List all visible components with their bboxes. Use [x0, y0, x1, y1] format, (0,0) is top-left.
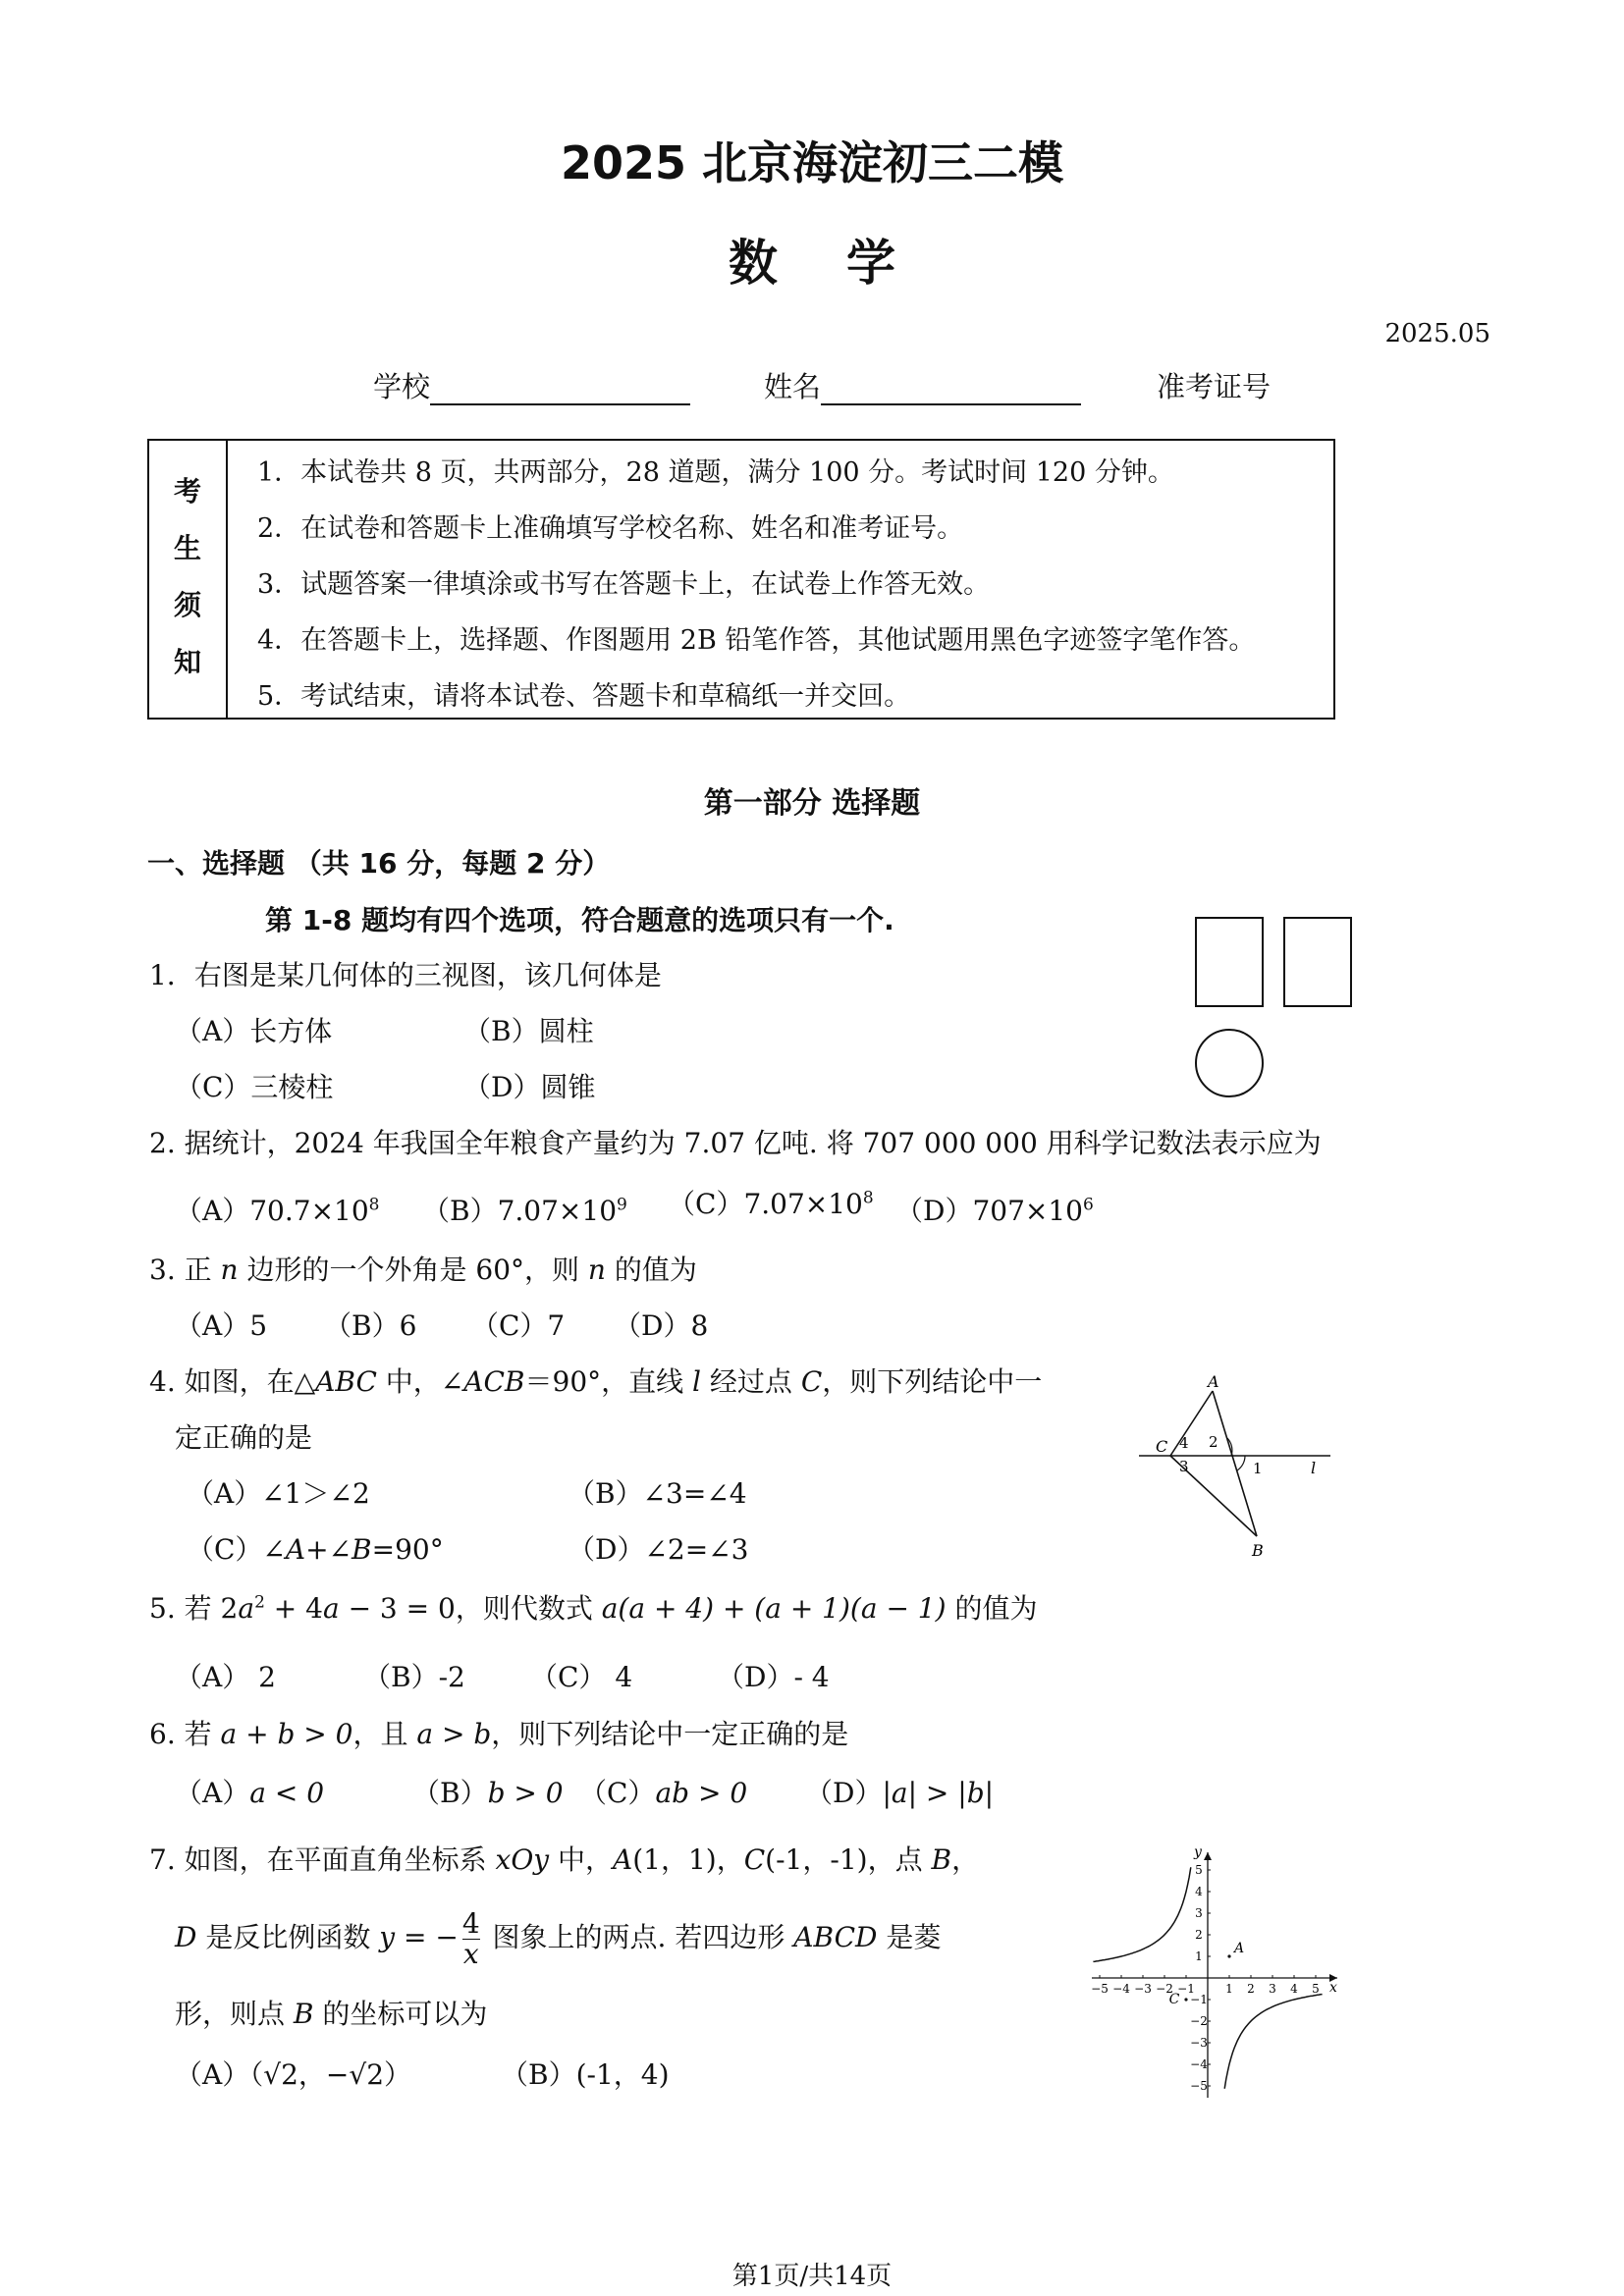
hyperbola-right-branch: [1224, 1995, 1322, 2089]
q5-stem: 5. 若 $2a^2 + 4a - 3 = 0$，则代数式 a(a + 4) + (a + 1)(a − 1) 的值为: [149, 1592, 1038, 1625]
subject-title: 数学: [729, 235, 964, 292]
school-blank[interactable]: [430, 374, 690, 405]
notice-item: 4．在答题卡上，选择题、作图题用 2B 铅笔作答，其他试题用黑色字迹签字笔作答。: [257, 625, 1256, 656]
label-b: B: [1252, 1541, 1264, 1560]
y-tick-label: −2: [1190, 2014, 1208, 2028]
point-a-dot: [1227, 1954, 1230, 1957]
q7-option-b[interactable]: （B）(-1，4): [501, 2058, 670, 2091]
label-4: 4: [1179, 1434, 1189, 1452]
x-tick-label: 2: [1247, 1982, 1255, 1996]
q6-stem: 6. 若 a + b > 0，且 a > b，则下列结论中一定正确的是: [149, 1718, 849, 1750]
coordinate-axes: [1091, 1844, 1337, 2098]
q7-stem-line2: D 是反比例函数 y = − $\frac{4}{x}$ 图象上的两点. 若四边形 ABCD 是菱: [175, 1907, 942, 1970]
q7-coordinate-figure: [1080, 1841, 1345, 2106]
q1-option-c[interactable]: （C）三棱柱: [175, 1071, 334, 1103]
front-view-rect: [1196, 918, 1263, 1006]
x-tick-label: −2: [1156, 1982, 1173, 1996]
q5-option-c[interactable]: （C） 4: [530, 1661, 633, 1693]
q7-stem-line3: 形，则点 B 的坐标可以为: [175, 1998, 488, 2030]
name-blank[interactable]: [821, 374, 1081, 405]
notice-side-char: 知: [173, 646, 201, 678]
point-a-label: A: [1233, 1941, 1245, 1956]
q2-option-d[interactable]: $(D)707\times 10^6$: [895, 1195, 1094, 1227]
y-axis-label: y: [1194, 1844, 1202, 1860]
y-arrow: [1204, 1852, 1212, 1860]
label-l: l: [1311, 1459, 1317, 1477]
q1-option-d[interactable]: （D）圆锥: [463, 1071, 596, 1103]
top-view-circle: [1196, 1030, 1263, 1096]
notice-side-char: 生: [173, 532, 201, 564]
x-tick-label: −4: [1112, 1982, 1130, 1996]
label-3: 3: [1179, 1458, 1189, 1475]
id-label: 准考证号: [1157, 370, 1272, 403]
q7-option-a[interactable]: （A）（√2，−√2）: [175, 2058, 412, 2091]
q3-option-a[interactable]: （A）5: [175, 1309, 268, 1342]
name-field: [764, 365, 1081, 405]
notice-item: 2．在试卷和答题卡上准确填写学校名称、姓名和准考证号。: [257, 513, 964, 544]
label-c: C: [1156, 1437, 1168, 1456]
notice-item: 3．试题答案一律填涂或书写在答题卡上，在试卷上作答无效。: [257, 569, 991, 600]
y-tick-label: −4: [1190, 2057, 1208, 2071]
y-tick-label: 4: [1195, 1885, 1203, 1898]
school-label: 学校: [373, 370, 431, 403]
notice-side-char: 考: [173, 475, 201, 507]
label-2: 2: [1209, 1433, 1218, 1451]
q3-option-d[interactable]: （D）8: [614, 1309, 709, 1342]
q4-option-d[interactable]: （D）∠2=∠3: [568, 1533, 749, 1566]
section-instruction: 第 1-8 题均有四个选项，符合题意的选项只有一个.: [265, 904, 894, 936]
y-tick-label: −3: [1190, 2036, 1208, 2050]
q3-option-b[interactable]: （B）6: [324, 1309, 417, 1342]
q2-option-b[interactable]: $(B)7.07\times 10^9$: [422, 1195, 627, 1227]
side-ca: [1170, 1391, 1213, 1456]
y-tick-label: 3: [1195, 1906, 1203, 1920]
notice-side: [149, 441, 228, 718]
section-heading: 一、选择题 （共 16 分，每题 2 分）: [147, 847, 611, 880]
x-tick-label: −5: [1091, 1982, 1109, 1996]
q6-option-b[interactable]: （B）b > 0: [412, 1777, 564, 1809]
side-ab: [1213, 1391, 1257, 1536]
q6-option-d[interactable]: （D）|a| > |b|: [805, 1777, 995, 1809]
y-tick-label: −5: [1190, 2079, 1208, 2093]
x-tick-label: −1: [1177, 1982, 1195, 1996]
q6-option-c[interactable]: （C）ab > 0: [579, 1777, 748, 1809]
q4-stem: 4. 如图，在△ABC 中，∠ACB＝90°，直线 l 经过点 C，则下列结论中一: [149, 1365, 1043, 1398]
hyperbola-left-branch: [1093, 1867, 1190, 1961]
y-tick-label: 2: [1195, 1928, 1203, 1942]
y-tick-label: 5: [1195, 1863, 1203, 1877]
q2-option-c[interactable]: $(C)7.07\times 10^8$: [668, 1188, 874, 1220]
q1-three-view-figure: [1188, 913, 1365, 1104]
q5-option-a[interactable]: （A） 2: [175, 1661, 276, 1693]
q1-option-b[interactable]: （B）圆柱: [463, 1015, 594, 1047]
q4-option-c[interactable]: （C）∠A+∠B=90°: [187, 1533, 444, 1566]
page-title: 2025 北京海淀初三二模: [560, 136, 1064, 189]
name-label: 姓名: [764, 370, 822, 403]
q5-option-b[interactable]: （B）-2: [363, 1661, 465, 1693]
x-tick-label: −3: [1134, 1982, 1152, 1996]
q5-option-d[interactable]: （D）- 4: [717, 1661, 830, 1693]
q2-option-a[interactable]: $(A)70.7\times 10^8$: [175, 1195, 380, 1227]
notice-item: 5．考试结束，请将本试卷、答题卡和草稿纸一并交回。: [257, 681, 911, 712]
q6-option-a[interactable]: （A）a < 0: [175, 1777, 325, 1809]
angle1-arc: [1237, 1456, 1245, 1470]
point-c-label: C: [1168, 1992, 1180, 2007]
q1-stem: 1．右图是某几何体的三视图，该几何体是: [149, 959, 662, 991]
x-axis-label: x: [1329, 1980, 1337, 1996]
point-c-dot: [1184, 1998, 1187, 2001]
school-field: [373, 365, 690, 405]
q4-stem-line2: 定正确的是: [175, 1421, 313, 1454]
side-view-rect: [1284, 918, 1351, 1006]
y-tick-label: 1: [1195, 1949, 1203, 1963]
part-title: 第一部分 选择题: [703, 786, 921, 821]
q4-option-a[interactable]: （A）∠1＞∠2: [187, 1477, 370, 1510]
label-1: 1: [1253, 1460, 1263, 1477]
q7-stem-line1: 7. 如图，在平面直角坐标系 xOy 中，A(1，1)，C(-1，-1)，点 B，: [149, 1843, 980, 1876]
label-a: A: [1208, 1372, 1219, 1391]
q3-option-c[interactable]: （C）7: [471, 1309, 566, 1342]
x-tick-label: 3: [1269, 1982, 1276, 1996]
q3-stem: 3. 正 n 边形的一个外角是 60°，则 n 的值为: [149, 1254, 697, 1286]
x-tick-label: 4: [1290, 1982, 1298, 1996]
q4-option-b[interactable]: （B）∠3=∠4: [568, 1477, 747, 1510]
q4-triangle-figure: [1129, 1369, 1345, 1561]
exam-date: 2025.05: [1384, 319, 1490, 348]
q2-stem: 2. 据统计，2024 年我国全年粮食产量约为 7.07 亿吨. 将 707 000 000 用科学记数法表示应为: [149, 1127, 1322, 1159]
x-tick-label: 1: [1225, 1982, 1233, 1996]
notice-item: 1．本试卷共 8 页，共两部分，28 道题，满分 100 分。考试时间 120 分钟。: [257, 457, 1174, 488]
notice-side-char: 须: [173, 589, 201, 621]
y-tick-label: −1: [1190, 1993, 1208, 2006]
q1-option-a[interactable]: （A）长方体: [175, 1015, 333, 1047]
x-tick-label: 5: [1312, 1982, 1320, 1996]
notice-box: [147, 439, 1335, 720]
page-number: 第1页/共14页: [731, 2262, 893, 2291]
id-field: [1157, 365, 1271, 405]
